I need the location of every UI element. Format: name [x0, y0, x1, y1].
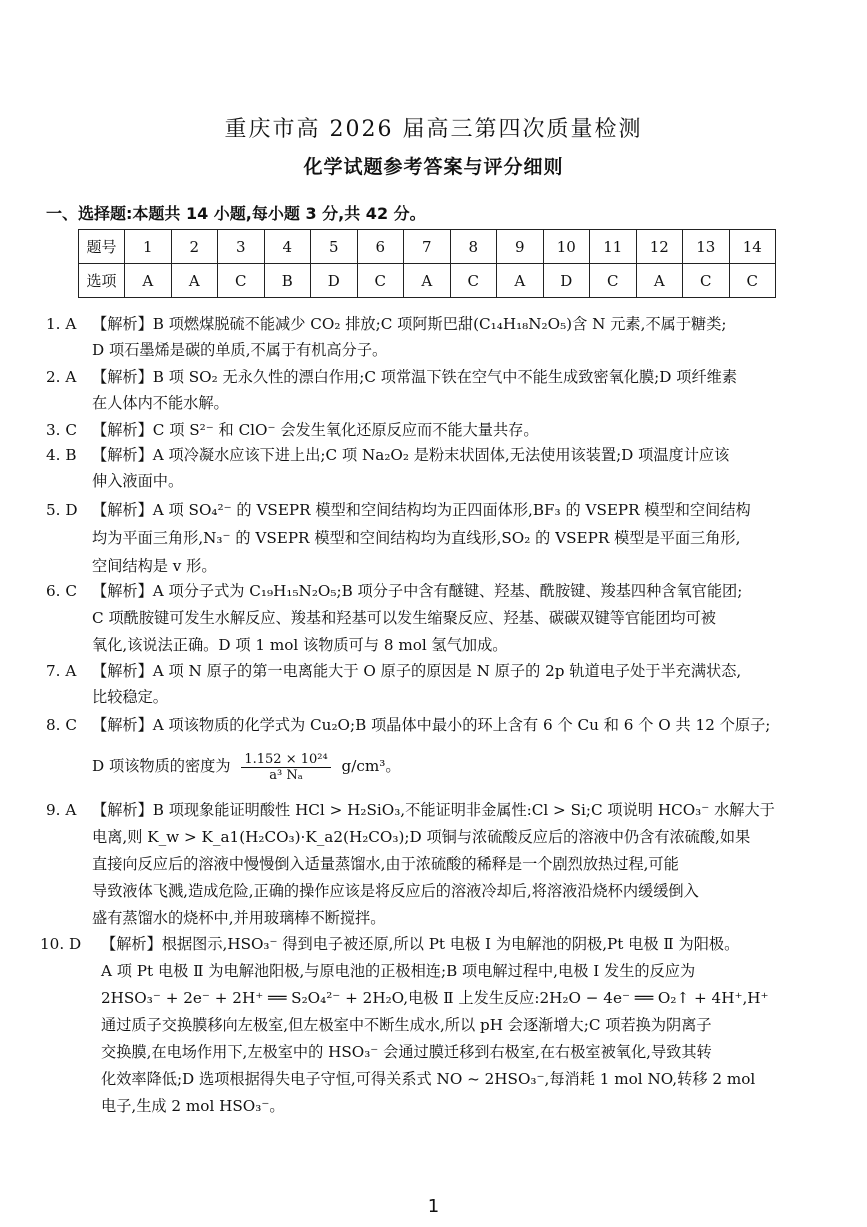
explanation-number: 8. C [46, 716, 77, 734]
row-label-number: 题号 [79, 230, 125, 264]
answer-cell: C [590, 264, 637, 298]
question-number: 12 [636, 230, 683, 264]
explanation-line: 空间结构是 v 形。 [92, 557, 217, 575]
explanation-line: 【解析】B 项现象能证明酸性 HCl > H₂SiO₃,不能证明非金属性:Cl > Si;C 项说明 HCO₃⁻ 水解大于 [92, 801, 775, 819]
explanation-line: 比较稳定。 [92, 688, 168, 706]
explanation-line: 均为平面三角形,N₃⁻ 的 VSEPR 模型和空间结构均为直线形,SO₂ 的 VSEPR 模型是平面三角形, [92, 529, 741, 547]
explanation-line: 电离,则 K_w > K_a1(H₂CO₃)·K_a2(H₂CO₃);D 项铜与浓硫酸反应后的溶液中仍含有浓硫酸,如果 [92, 828, 751, 846]
explanation-number: 10. D [40, 935, 82, 953]
question-number: 9 [497, 230, 544, 264]
question-number: 4 [264, 230, 311, 264]
page-title: 重庆市高 2026 届高三第四次质量检测 [224, 117, 643, 142]
answer-cell: A [636, 264, 683, 298]
answer-table [78, 229, 776, 298]
explanation-line: 【解析】A 项冷凝水应该下进上出;C 项 Na₂O₂ 是粉末状固体,无法使用该装置;D 项温度计应该 [92, 446, 730, 464]
explanation-line: 氧化,该说法正确。D 项 1 mol 该物质可与 8 mol 氢气加成。 [92, 636, 508, 654]
explanation-number: 6. C [46, 582, 77, 600]
question-number: 5 [311, 230, 358, 264]
answer-cell: A [171, 264, 218, 298]
question-number: 11 [590, 230, 637, 264]
explanation-line: 导致液体飞溅,造成危险,正确的操作应该是将反应后的溶液冷却后,将溶液沿烧杯内缓缓倒入 [92, 882, 699, 900]
fraction-denominator: a³ Nₐ [269, 767, 303, 783]
question-number: 10 [543, 230, 590, 264]
answer-cell: D [543, 264, 590, 298]
question-number: 3 [218, 230, 265, 264]
answer-cell: B [264, 264, 311, 298]
question-number: 8 [450, 230, 497, 264]
explanation-number: 9. A [46, 801, 77, 819]
explanation-line: 【解析】A 项 N 原子的第一电离能大于 O 原子的原因是 N 原子的 2p 轨道电子处于半充满状态, [92, 662, 742, 680]
answer-cell: C [218, 264, 265, 298]
density-unit: g/cm³。 [341, 757, 401, 775]
page-subtitle: 化学试题参考答案与评分细则 [303, 156, 564, 178]
explanation-number: 4. B [46, 446, 77, 464]
explanation-line: 【解析】A 项分子式为 C₁₉H₁₅N₂O₅;B 项分子中含有醚键、羟基、酰胺键、羧基四种含氧官能团; [92, 582, 743, 600]
explanation-line: 【解析】A 项该物质的化学式为 Cu₂O;B 项晶体中最小的环上含有 6 个 Cu 和 6 个 O 共 12 个原子; [92, 716, 771, 734]
answer-cell: C [357, 264, 404, 298]
explanation-line: 【解析】A 项 SO₄²⁻ 的 VSEPR 模型和空间结构均为正四面体形,BF₃ 的 VSEPR 模型和空间结构 [92, 501, 751, 519]
answer-cell: D [311, 264, 358, 298]
explanation-line: 直接向反应后的溶液中慢慢倒入适量蒸馏水,由于浓硫酸的稀释是一个剧烈放热过程,可能 [92, 855, 679, 873]
explanation-line: 【解析】B 项燃煤脱硫不能减少 CO₂ 排放;C 项阿斯巴甜(C₁₄H₁₈N₂O₅)含 N 元素,不属于糖类; [92, 315, 727, 333]
question-number: 7 [404, 230, 451, 264]
explanation-line: 通过质子交换膜移向左极室,但左极室中不断生成水,所以 pH 会逐渐增大;C 项若换为阴离子 [101, 1016, 712, 1034]
explanation-number: 3. C [46, 421, 77, 439]
answer-table-row-answers [79, 264, 776, 298]
explanation-line-density [92, 746, 822, 786]
question-number: 2 [171, 230, 218, 264]
explanation-line: 【解析】根据图示,HSO₃⁻ 得到电子被还原,所以 Pt 电极 Ⅰ 为电解池的阴极,Pt 电极 Ⅱ 为阳极。 [101, 935, 740, 953]
page-number: 1 [427, 1196, 440, 1217]
question-number: 14 [729, 230, 776, 264]
density-prefix: D 项该物质的密度为 [92, 757, 231, 775]
answer-cell: C [450, 264, 497, 298]
explanation-number: 7. A [46, 662, 77, 680]
explanation-line: 交换膜,在电场作用下,左极室中的 HSO₃⁻ 会通过膜迁移到右极室,在右极室被氧化,导致其转 [101, 1043, 712, 1061]
explanation-line: 盛有蒸馏水的烧杯中,并用玻璃棒不断搅拌。 [92, 909, 386, 927]
explanation-line: 电子,生成 2 mol HSO₃⁻。 [101, 1097, 285, 1115]
explanation-line: 【解析】B 项 SO₂ 无永久性的漂白作用;C 项常温下铁在空气中不能生成致密氧化膜;D 项纤维素 [92, 368, 738, 386]
explanation-number: 2. A [46, 368, 77, 386]
explanation-line: 2HSO₃⁻ + 2e⁻ + 2H⁺ ══ S₂O₄²⁻ + 2H₂O,电极 Ⅱ 上发生反应:2H₂O − 4e⁻ ══ O₂↑ + 4H⁺,H⁺ [101, 989, 769, 1007]
explanation-line: D 项石墨烯是碳的单质,不属于有机高分子。 [92, 341, 388, 359]
answer-cell: A [125, 264, 172, 298]
row-label-answer: 选项 [79, 264, 125, 298]
question-number: 1 [125, 230, 172, 264]
explanation-number: 5. D [46, 501, 78, 519]
answer-cell: A [497, 264, 544, 298]
question-number: 6 [357, 230, 404, 264]
explanation-number: 1. A [46, 315, 77, 333]
explanation-line: 【解析】C 项 S²⁻ 和 ClO⁻ 会发生氧化还原反应而不能大量共存。 [92, 421, 539, 439]
density-fraction [241, 752, 330, 783]
explanation-line: 伸入液面中。 [92, 472, 184, 490]
fraction-numerator: 1.152 × 10²⁴ [241, 752, 330, 768]
answer-cell: C [683, 264, 730, 298]
question-number: 13 [683, 230, 730, 264]
answer-cell: C [729, 264, 776, 298]
explanation-line: 化效率降低;D 选项根据得失电子守恒,可得关系式 NO ~ 2HSO₃⁻,每消耗 1 mol NO,转移 2 mol [101, 1070, 756, 1088]
explanation-line: C 项酰胺键可发生水解反应、羧基和羟基可以发生缩聚反应、羟基、碳碳双键等官能团均可被 [92, 609, 716, 627]
explanation-line: A 项 Pt 电极 Ⅱ 为电解池阳极,与原电池的正极相连;B 项电解过程中,电极 Ⅰ 发生的反应为 [101, 962, 696, 980]
section-heading: 一、选择题:本题共 14 小题,每小题 3 分,共 42 分。 [46, 204, 426, 223]
answer-cell: A [404, 264, 451, 298]
answer-table-row-numbers [79, 230, 776, 264]
explanation-line: 在人体内不能水解。 [92, 394, 229, 412]
